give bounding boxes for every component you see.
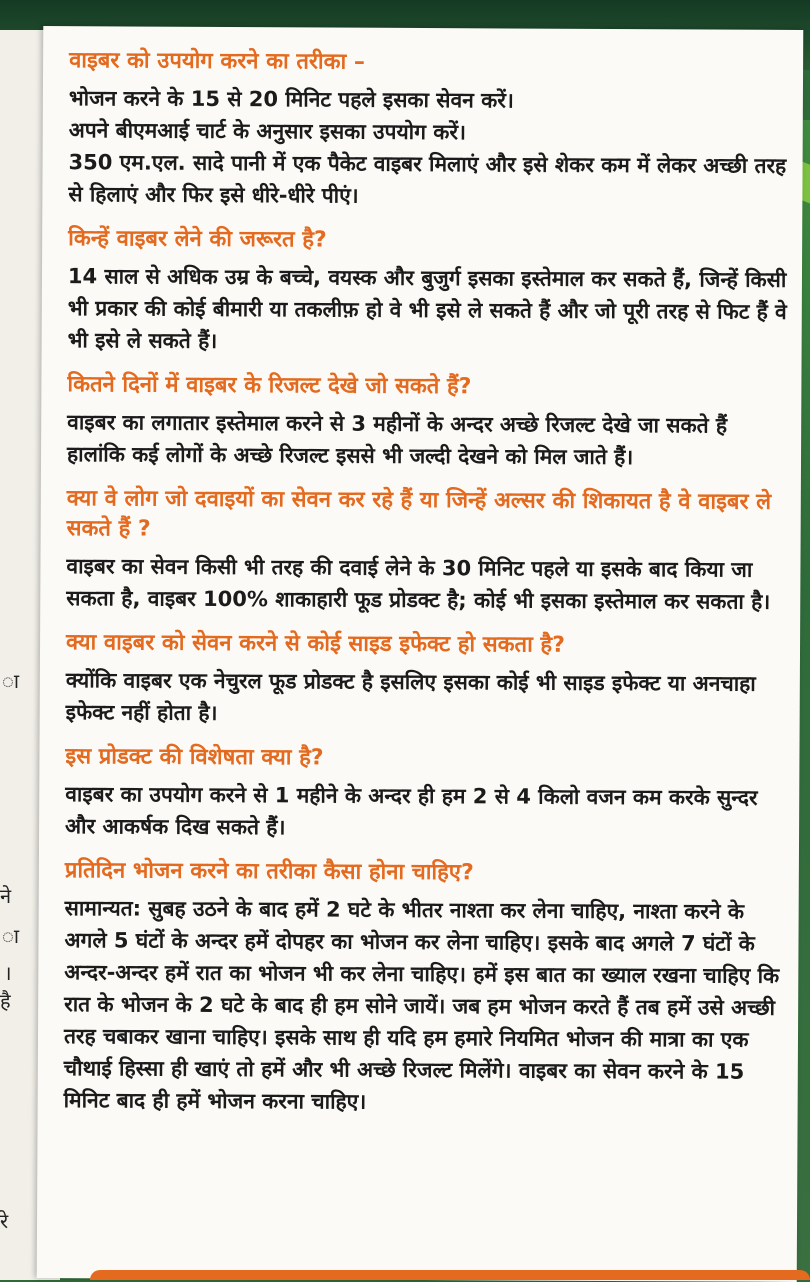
section-text: सामान्यत: सुबह उठने के बाद हमें 2 घटे के भीतर नाश्ता कर लेना चाहिए, नाश्ता करने के अगले 5 घंटों के अन्दर हमें दोपहर का भोजन कर लेना चाहिए। इसके बाद अगले 7 घंटों के अन्दर-अन्दर हमें रात का भोजन भी कर लेना चाहिए। हमें इस बात का ख्याल रखना चाहिए कि रात के भोजन के 2 घटे के बाद ही हम सोने जायें। जब हम भोजन करते हैं तब हमें उसे अच्छी तरह चबाकर खाना चाहिए। इसके साथ ही यदि हम हमारे नियमित भोजन की मात्रा का एक चौथाई हिस्सा ही खाएं तो हमें और भी अच्छे रिजल्ट मिलेंगे। वाइबर का सेवन करने के 15 मिनिट बाद ही हमें भोजन करना चाहिए।: [63, 896, 780, 1114]
section-text: क्योंकि वाइबर एक नेचुरल फूड प्रोडक्ट है इसलिए इसका कोई भी साइड इफेक्ट या अनचाहा इफेक्ट नहीं होता है।: [65, 668, 756, 725]
section-heading: किन्हें वाइबर लेने की जरूरत है?: [68, 226, 327, 253]
section-medication: [66, 484, 787, 618]
brochure-page: [37, 26, 804, 1282]
section-features: [65, 742, 786, 846]
adjacent-page-text: ने: [0, 884, 12, 908]
section-side-effects: [66, 628, 787, 732]
section-heading: कितने दिनों में वाइबर के रिजल्ट देखे जो सकते हैं?: [67, 372, 472, 400]
adjacent-page-text: ।: [4, 961, 12, 985]
section-heading: इस प्रोडक्ट की विशेषता क्या है?: [65, 744, 324, 771]
section-heading: क्या वे लोग जो दवाइयों का सेवन कर रहे हैं या जिन्हें अल्सर की शिकायत है वे वाइबर ले सकते हैं ?: [66, 486, 772, 542]
orange-bottom-edge: [90, 1270, 810, 1280]
section-heading: प्रतिदिन भोजन करने का तरीका कैसा होना चाहिए?: [64, 858, 474, 886]
section-text: अपने बीएमआई चार्ट के अनुसार इसका उपयोग करें।: [68, 118, 467, 145]
section-results-time: [67, 370, 788, 474]
adjacent-page-text: ा: [2, 669, 20, 693]
section-heading: क्या वाइबर को सेवन करने से कोई साइड इफेक्ट हो सकता है?: [65, 630, 565, 658]
adjacent-page-text: रे: [0, 1209, 9, 1233]
page-content: [64, 46, 790, 1120]
section-who-needs: [68, 224, 789, 360]
section-text: वाइबर का सेवन किसी भी तरह की दवाई लेने के 30 मिनिट पहले या इसके बाद किया जा सकता है, वाइबर 100% शाकाहारी फूड प्रोडक्ट है; कोई भी इसका इस्तेमाल कर सकता है।: [66, 554, 771, 614]
section-heading: वाइबर को उपयोग करने का तरीका –: [69, 48, 365, 75]
adjacent-page-text: है: [0, 989, 11, 1013]
section-text: वाइबर का लगातार इस्तेमाल करने से 3 महीनों के अन्दर अच्छे रिजल्ट देखे जा सकते हैं हालांकि कई लोगों के अच्छे रिजल्ट इससे भी जल्दी देखने को मिल जाते हैं।: [66, 410, 728, 470]
section-usage: [68, 46, 789, 214]
adjacent-page-text: ा: [2, 924, 20, 948]
section-text: वाइबर का उपयोग करने से 1 महीने के अन्दर ही हम 2 से 4 किलो वजन कम करके सुन्दर और आकर्षक दिख सकते हैं।: [65, 782, 758, 840]
section-text: 14 साल से अधिक उम्र के बच्चे, वयस्क और बुजुर्ग इसका इस्तेमाल कर सकते हैं, जिन्हें किसी भी प्रकार की कोई बीमारी या तकलीफ़ हो वे भी इसे ले सकते हैं और जो पूरी तरह से फिट हैं वे भी इसे ले सकते हैं।: [67, 264, 787, 353]
section-daily-meals: [64, 856, 785, 1120]
section-text: 350 एम.एल. सादे पानी में एक पैकेट वाइबर मिलाएं और इसे शेकर कम में लेकर अच्छी तरह से हिलाएं और फिर इसे धीरे-धीरे पीएं।: [68, 150, 787, 208]
section-text: भोजन करने के 15 से 20 मिनिट पहले इसका सेवन करें।: [68, 86, 514, 113]
